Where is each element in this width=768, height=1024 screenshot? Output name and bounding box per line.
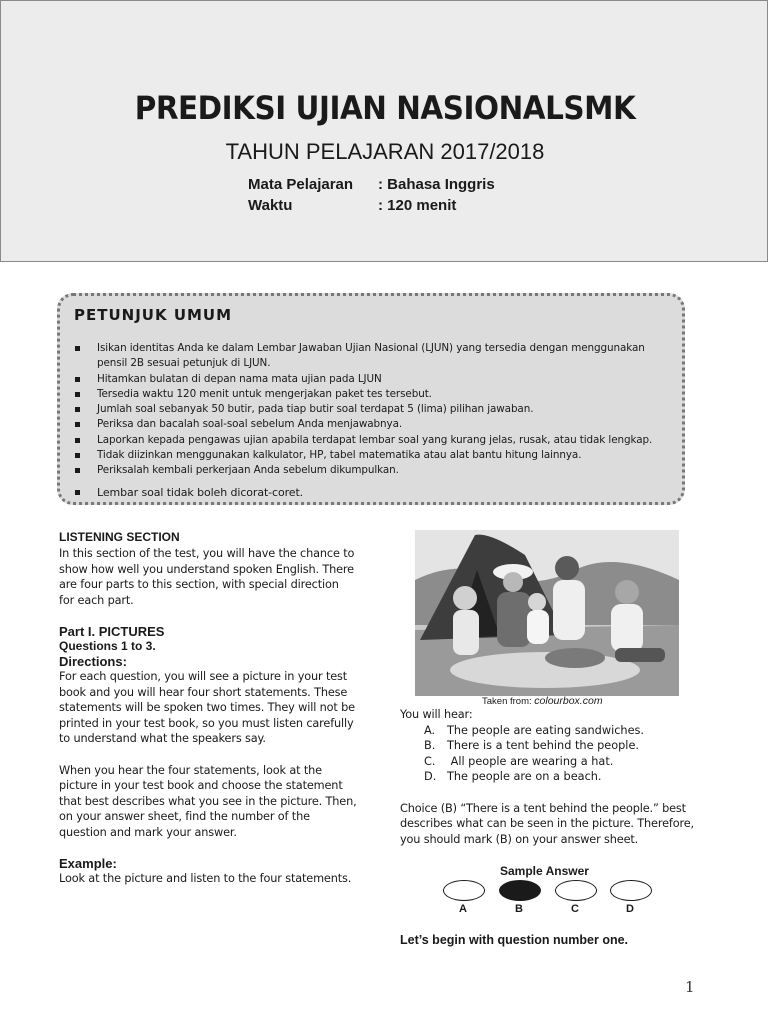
instruction-item: Tidak diizinkan menggunakan kalkulator, HP, tabel matematika atau alat bantu hitung lainnya. [72,448,672,463]
answer-bubble-c [555,880,597,901]
academic-year: TAHUN PELAJARAN 2017/2018 [225,139,545,164]
option-text: The people are on a beach. [447,770,602,783]
directions-text-1: For each question, you will see a picture in your test book and you will hear four short statements. These statements will be spoken two times. They will not be printed in your test book, so you must listen carefully to understand what the speakers say. [59,670,355,745]
option-text: There is a tent behind the people. [447,739,639,752]
answer-bubble-b-filled [499,880,541,901]
option-letter: B. [424,739,436,752]
option-text: The people are eating sandwiches. [447,723,645,737]
bubble-label-b: B [515,903,523,915]
option-letter: A. [424,723,436,737]
instruction-item: Laporkan kepada pengawas ujian apabila terdapat lembar soal yang kurang jelas, rusak, atau tidak lengkap. [72,433,672,448]
statement-option [400,769,700,785]
time-label: Waktu [248,197,293,214]
statement-option [400,754,700,770]
begin-instruction: Let’s begin with question number one. [400,933,629,947]
page-number: 1 [685,978,695,996]
instructions-list [72,341,672,500]
bubble-label-d: D [626,903,634,915]
photo-caption [482,695,603,707]
subject-row [248,176,495,193]
caption-prefix: Taken from: [482,696,532,707]
camping-family-photo [415,530,679,696]
subject-label: Mata Pelajaran [248,176,354,193]
listening-intro: In this section of the test, you will have the chance to show how well you understand spoken English. There are four parts to this section, with special direction for each part. [59,547,355,607]
instruction-item: Tersedia waktu 120 menit untuk mengerjakan paket tes tersebut. [72,387,672,402]
statement-options [400,723,700,785]
statement-option [400,738,700,754]
option-letter: C. [424,754,436,768]
statement-option [400,723,700,739]
answer-bubble-a [443,880,485,901]
directions-text-2: When you hear the four statements, look at the picture in your test book and choose the statement that best describes what you see in the picture. Then, on your answer sheet, find the number of the question and mark your answer. [59,763,357,839]
directions-heading: Directions: [59,654,127,669]
example-text: Look at the picture and listen to the four statements. [59,872,352,885]
time-value: : 120 menit [378,197,457,214]
time-row [248,197,456,214]
general-instructions-box [57,293,685,505]
bubble-label-c: C [571,903,579,915]
questions-range: Questions 1 to 3. [59,639,156,653]
example-answers [400,707,700,847]
page-title: PREDIKSI UJIAN NASIONALSMK [134,89,636,127]
instruction-item: Jumlah soal sebanyak 50 butir, pada tiap butir soal terdapat 5 (lima) pilihan jawaban. [72,402,672,417]
instruction-item: Hitamkan bulatan di depan nama mata ujian pada LJUN [72,372,672,387]
photo-illustration [415,530,679,696]
listening-section [59,530,357,887]
part-heading: Part I. PICTURES [59,624,165,639]
example-heading: Example: [59,856,117,871]
instruction-item: Periksalah kembali perkerjaan Anda sebelum dikumpulkan. [72,463,672,478]
listening-heading: LISTENING SECTION [59,530,180,544]
answer-explanation: Choice (B) “There is a tent behind the people.” best describes what can be seen in the picture. Therefore, you should mark (B) on your answer sheet. [400,801,694,846]
option-text: All people are wearing a hat. [447,754,614,768]
instruction-item: Isikan identitas Anda ke dalam Lembar Jawaban Ujian Nasional (LJUN) yang tersedia dengan menggunakan pensil 2B sesuai petunjuk di LJUN. [72,341,672,372]
answer-bubble-d [610,880,652,901]
header-box [0,0,768,262]
sample-answer-title: Sample Answer [500,864,589,878]
you-will-hear-label: You will hear: [400,708,473,721]
bubble-label-a: A [459,903,467,915]
caption-source: colourbox.com [534,695,603,707]
instruction-item: Periksa dan bacalah soal-soal sebelum Anda menjawabnya. [72,417,672,432]
subject-value: : Bahasa Inggris [378,176,495,193]
instructions-title: PETUNJUK UMUM [74,306,233,324]
instruction-item: Lembar soal tidak boleh dicorat-coret. [72,485,672,500]
option-letter: D. [424,770,437,783]
